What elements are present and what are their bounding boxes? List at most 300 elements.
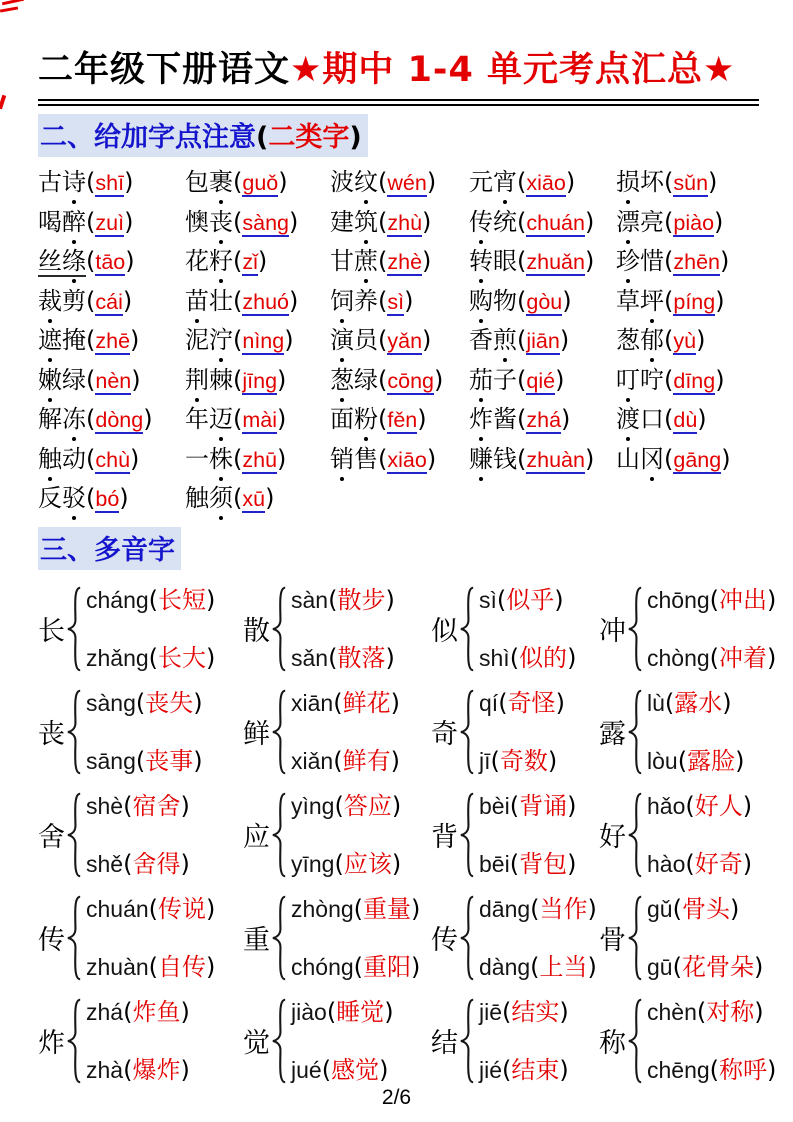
paren: ): [587, 952, 597, 981]
reading-line: [479, 952, 597, 982]
char: 丝: [38, 247, 62, 275]
dotted-char: 苗: [185, 284, 209, 318]
reading-example: 露水: [674, 688, 723, 717]
dotted-char: 嫩: [38, 363, 62, 397]
paren: ): [390, 746, 400, 775]
word-item: [330, 400, 469, 440]
readings: [647, 997, 776, 1085]
paren: (: [517, 326, 527, 354]
paren: ): [567, 849, 577, 878]
reading-line: [647, 643, 776, 673]
paren: ): [715, 286, 725, 315]
paren: (: [664, 207, 674, 236]
paren: (: [498, 688, 508, 717]
pinyin-text: nìng: [242, 329, 285, 353]
word-text: [185, 484, 233, 512]
pinyin-text: zhēn: [673, 250, 720, 274]
char: 统: [493, 207, 517, 236]
title-double-rule: [38, 99, 759, 106]
polyphone-group: [38, 893, 243, 983]
paren: (: [664, 326, 674, 354]
word-item: [616, 282, 759, 322]
paren: ): [720, 247, 730, 275]
word-item: [185, 321, 330, 361]
dotted-char: 销: [330, 442, 354, 476]
paren: (: [233, 286, 243, 315]
word-text: [38, 247, 86, 277]
paren: ): [130, 326, 140, 354]
paren: ): [265, 484, 275, 512]
brace-icon: [459, 895, 476, 981]
dotted-char: 饲: [330, 284, 354, 318]
reading-pinyin: gū: [647, 953, 673, 980]
dotted-char: 丧: [209, 205, 233, 239]
dotted-char: 醉: [62, 205, 86, 239]
brace-icon: [271, 586, 288, 672]
paren: (: [664, 365, 674, 394]
word-text: [616, 287, 664, 315]
word-text: [38, 484, 86, 512]
polyphone-head-char: 骨: [599, 925, 626, 956]
word-text: [185, 445, 233, 473]
word-item: [38, 163, 185, 203]
paren: (: [664, 405, 674, 433]
paren: (: [135, 688, 146, 717]
pinyin-text: dòng: [95, 408, 144, 432]
paren: ): [559, 326, 570, 354]
polyphone-head-char: 重: [243, 925, 270, 956]
paren: ): [559, 997, 569, 1026]
reading-line: [86, 894, 215, 924]
paren: (: [123, 1055, 133, 1084]
reading-pinyin: gǔ: [647, 895, 673, 922]
paren: ): [567, 791, 577, 820]
polyphone-head-char: 觉: [243, 1028, 270, 1059]
char: 物: [493, 286, 517, 315]
paren: ): [426, 168, 437, 196]
paren: (: [256, 122, 269, 153]
paren: ): [130, 444, 140, 473]
word-text: [469, 326, 517, 354]
word-text: [185, 405, 233, 433]
paren: (: [502, 1055, 512, 1084]
paren: ): [206, 585, 216, 614]
reading-example: 丧失: [145, 688, 194, 717]
char: 眼: [493, 247, 517, 275]
page-number: 2/6: [381, 1086, 412, 1109]
char: 解: [38, 405, 62, 433]
paren: (: [664, 688, 675, 717]
reading-pinyin: shì: [479, 644, 510, 671]
paren: (: [148, 643, 159, 672]
paren: (: [233, 444, 243, 473]
paren: (: [672, 952, 682, 981]
char: 包: [185, 168, 209, 196]
brace-icon: [459, 998, 476, 1084]
paren: (: [86, 247, 96, 275]
paren: (: [677, 746, 688, 775]
reading-example: 好奇: [694, 849, 743, 878]
paren: (: [378, 444, 388, 473]
char: 古: [38, 168, 62, 196]
dotted-char: 珍: [616, 244, 640, 278]
pinyin-text: tāo: [95, 250, 126, 274]
brace-icon: [459, 792, 476, 878]
word-item: [330, 361, 469, 401]
paren: ): [547, 746, 558, 775]
pinyin-text: sǔn: [673, 171, 709, 195]
reading-pinyin: hǎo: [647, 792, 686, 819]
reading-line: [86, 952, 215, 982]
dotted-char: 裁: [38, 284, 62, 318]
paren: ): [422, 326, 432, 354]
paren: ): [289, 286, 299, 315]
word-item: [330, 282, 469, 322]
paren: ): [180, 997, 190, 1026]
char: 葱: [616, 326, 640, 354]
pinyin-text: bó: [95, 487, 120, 511]
paren: (: [496, 585, 507, 614]
word-text: [185, 287, 233, 315]
pinyin-text: jiān: [526, 329, 560, 353]
paren: (: [664, 247, 674, 275]
char: 花: [185, 247, 209, 275]
paren: (: [123, 791, 133, 820]
word-text: [616, 247, 664, 275]
char: 喝: [38, 207, 62, 236]
paren: ): [754, 997, 764, 1026]
readings: [479, 585, 576, 673]
word-text: [469, 287, 517, 315]
reading-example: 似的: [519, 643, 568, 672]
dotted-char: 损: [616, 165, 640, 199]
dotted-char: 冈: [640, 442, 664, 476]
paren: (: [378, 326, 388, 354]
paren: ): [404, 286, 414, 315]
dotted-char: 赚: [469, 442, 493, 476]
reading-example: 重量: [363, 894, 412, 923]
pinyin-text: gòu: [526, 289, 563, 314]
paren: ): [767, 585, 777, 614]
pinyin-text: guǒ: [242, 171, 279, 195]
polyphone-group: [599, 996, 776, 1086]
reading-example: 舍得: [132, 849, 181, 878]
paren: (: [333, 688, 343, 717]
char: 懊: [185, 207, 209, 236]
polyphone-group: [243, 996, 431, 1086]
polyphone-head-char: 背: [431, 822, 458, 853]
reading-line: [291, 688, 400, 718]
reading-example: 鲜花: [342, 688, 391, 717]
pinyin-text: chù: [95, 447, 131, 472]
paren: ): [555, 688, 565, 717]
word-item: [38, 203, 185, 243]
dotted-char: 冻: [62, 402, 86, 436]
reading-example: 丧事: [145, 746, 194, 775]
polyphone-head-char: 应: [243, 822, 270, 853]
word-text: [469, 208, 517, 236]
paren: ): [729, 894, 740, 923]
title-red-part: ★期中 1-4 单元考点汇总★: [290, 50, 736, 90]
reading-line: [86, 997, 190, 1027]
reading-line: [86, 1055, 190, 1085]
section2-heading-blue: 二、给加字点注意: [40, 122, 256, 153]
paren: ): [767, 643, 777, 672]
reading-line: [647, 688, 744, 718]
word-text: [185, 326, 233, 354]
dotted-char: 荆: [185, 363, 209, 397]
polyphone-head-char: 似: [431, 616, 458, 647]
reading-example: 自传: [158, 952, 207, 981]
readings: [86, 997, 190, 1085]
pinyin-text: zhá: [526, 408, 562, 432]
brace-icon: [271, 895, 288, 981]
word-item: [469, 400, 616, 440]
readings: [291, 791, 401, 879]
dotted-char: 叮: [616, 363, 640, 397]
reading-pinyin: zhá: [86, 998, 124, 1025]
paren: ): [434, 365, 444, 394]
paren: ): [278, 168, 288, 196]
char: 波: [330, 168, 354, 196]
reading-pinyin: chèn: [647, 998, 697, 1025]
polyphone-head-char: 鲜: [243, 719, 270, 750]
polyphone-group: [243, 893, 431, 983]
char: 咛: [640, 365, 664, 394]
char: 壮: [209, 286, 233, 315]
word-item: [616, 321, 759, 361]
pinyin-text: fěn: [387, 408, 418, 432]
brace-icon: [627, 586, 644, 672]
paren: ): [206, 952, 216, 981]
char: 掩: [62, 326, 86, 354]
reading-line: [479, 894, 597, 924]
char: 面: [330, 405, 354, 433]
pinyin-text: sàng: [242, 210, 289, 235]
dotted-char: 籽: [209, 244, 233, 278]
reading-example: 冲出: [719, 585, 768, 614]
word-text: [469, 405, 517, 433]
char: 剪: [62, 286, 86, 315]
reading-pinyin: chòng: [647, 644, 710, 671]
paren: (: [509, 849, 520, 878]
pinyin-text: cái: [95, 289, 123, 314]
word-item: [330, 440, 469, 480]
section2-heading: [38, 114, 759, 157]
reading-line: [479, 1055, 569, 1085]
reading-pinyin: xiǎn: [291, 747, 334, 774]
word-text: [38, 405, 86, 433]
reading-pinyin: xiān: [291, 689, 334, 716]
paren: ): [391, 791, 402, 820]
paren: ): [562, 286, 572, 315]
word-annotation-grid: [38, 163, 759, 519]
reading-line: [647, 952, 763, 982]
paren: ): [697, 405, 707, 433]
paren: ): [411, 952, 421, 981]
reading-line: [479, 643, 576, 673]
paren: ): [722, 688, 732, 717]
reading-line: [291, 849, 401, 879]
paren: ): [753, 952, 764, 981]
reading-pinyin: cháng: [86, 586, 149, 613]
pinyin-text: xiāo: [526, 171, 566, 195]
paren: ): [742, 791, 753, 820]
pinyin-text: píng: [673, 289, 716, 314]
polyphone-group: [243, 687, 431, 777]
dotted-char: 宵: [493, 165, 517, 199]
word-item: [469, 282, 616, 322]
paren: (: [709, 1055, 720, 1084]
paren: ): [277, 405, 287, 433]
reading-example: 奇数: [499, 746, 548, 775]
word-item: [469, 203, 616, 243]
paren: (: [86, 326, 96, 354]
pinyin-text: zhù: [387, 210, 423, 235]
paren: (: [86, 444, 96, 473]
paren: (: [664, 286, 674, 315]
reading-pinyin: zhà: [86, 1056, 124, 1083]
char: 建: [330, 207, 354, 236]
paren: (: [86, 365, 96, 394]
paren: ): [561, 405, 571, 433]
dotted-char: 演: [330, 323, 354, 357]
word-item: [616, 361, 759, 401]
char: 坏: [640, 168, 664, 196]
reading-pinyin: jiē: [479, 998, 503, 1025]
paren: (: [709, 585, 720, 614]
word-text: [616, 366, 664, 394]
word-item: [185, 361, 330, 401]
reading-line: [291, 746, 400, 776]
reading-line: [86, 643, 215, 673]
word-text: [185, 168, 233, 196]
paren: ): [379, 1055, 389, 1084]
reading-example: 似乎: [506, 585, 555, 614]
reading-line: [479, 791, 576, 821]
reading-line: [647, 1055, 776, 1085]
char: 口: [640, 405, 664, 433]
paren: ): [587, 894, 597, 923]
paren: ): [206, 643, 216, 672]
paren: (: [490, 746, 500, 775]
polyphone-group: [431, 996, 599, 1086]
polyphone-group: [38, 996, 243, 1086]
dotted-char: 葱: [330, 363, 354, 397]
char: 草: [616, 286, 640, 315]
dotted-char: 泞: [209, 323, 233, 357]
reading-pinyin: sì: [479, 586, 497, 613]
pinyin-text: zhè: [387, 250, 423, 274]
char: 山: [616, 444, 640, 473]
word-text: [330, 326, 378, 354]
reading-example: 好人: [694, 791, 743, 820]
polyphone-group: [38, 687, 243, 777]
polyphone-head-char: 散: [243, 616, 270, 647]
readings: [479, 997, 569, 1085]
reading-pinyin: dāng: [479, 895, 531, 922]
word-item: [330, 163, 469, 203]
word-item: [38, 479, 185, 519]
reading-line: [291, 791, 401, 821]
paren: (: [378, 168, 388, 196]
paren: ): [422, 247, 432, 275]
word-text: [38, 168, 86, 196]
char: 动: [62, 444, 86, 473]
paren: (: [233, 405, 243, 433]
reading-line: [647, 894, 763, 924]
paren: (: [530, 894, 540, 923]
reading-pinyin: chēng: [647, 1056, 710, 1083]
dotted-char: 遮: [38, 323, 62, 357]
reading-line: [647, 997, 776, 1027]
reading-example: 当作: [539, 894, 588, 923]
pinyin-text: zhū: [242, 447, 278, 472]
reading-line: [647, 585, 776, 615]
reading-pinyin: sàng: [86, 689, 136, 716]
paren: (: [685, 791, 695, 820]
paren: (: [334, 849, 344, 878]
dotted-char: 漂: [616, 205, 640, 239]
word-text: [38, 287, 86, 315]
char: 泥: [185, 326, 209, 354]
paren: ): [180, 1055, 190, 1084]
readings: [647, 791, 752, 879]
polyphone-group: [243, 790, 431, 880]
readings: [291, 894, 420, 982]
char: 绿: [354, 365, 378, 394]
pinyin-text: dù: [673, 408, 698, 432]
pinyin-text: mài: [242, 408, 278, 432]
paren: (: [233, 168, 243, 196]
reading-example: 结束: [511, 1055, 560, 1084]
reading-line: [647, 746, 744, 776]
paren: ): [721, 444, 731, 473]
dotted-char: 触: [38, 442, 62, 476]
word-item: [616, 203, 759, 243]
char: 一: [185, 444, 209, 473]
paren: (: [233, 326, 243, 354]
reading-line: [291, 894, 420, 924]
readings: [479, 894, 597, 982]
reading-pinyin: jué: [291, 1056, 322, 1083]
reading-line: [291, 997, 394, 1027]
reading-line: [479, 997, 569, 1027]
dotted-char: 驳: [62, 481, 86, 515]
brace-icon: [627, 998, 644, 1084]
paren: (: [517, 247, 527, 275]
word-item: [38, 440, 185, 480]
paren: (: [135, 746, 146, 775]
paren: ): [584, 207, 595, 236]
brace-icon: [627, 895, 644, 981]
readings: [86, 894, 215, 982]
dotted-char: 郁: [640, 323, 664, 357]
char: 年: [185, 405, 209, 433]
paren: (: [86, 484, 96, 512]
polyphone-head-char: 传: [431, 925, 458, 956]
readings: [291, 688, 400, 776]
reading-pinyin: jié: [479, 1056, 503, 1083]
paren: ): [206, 894, 216, 923]
brace-icon: [271, 998, 288, 1084]
char: 惜: [640, 247, 664, 275]
paren: (: [123, 849, 133, 878]
pinyin-text: zuì: [95, 210, 125, 235]
word-text: [38, 326, 86, 354]
paren: ): [277, 444, 287, 473]
dotted-char: 蔗: [354, 244, 378, 278]
